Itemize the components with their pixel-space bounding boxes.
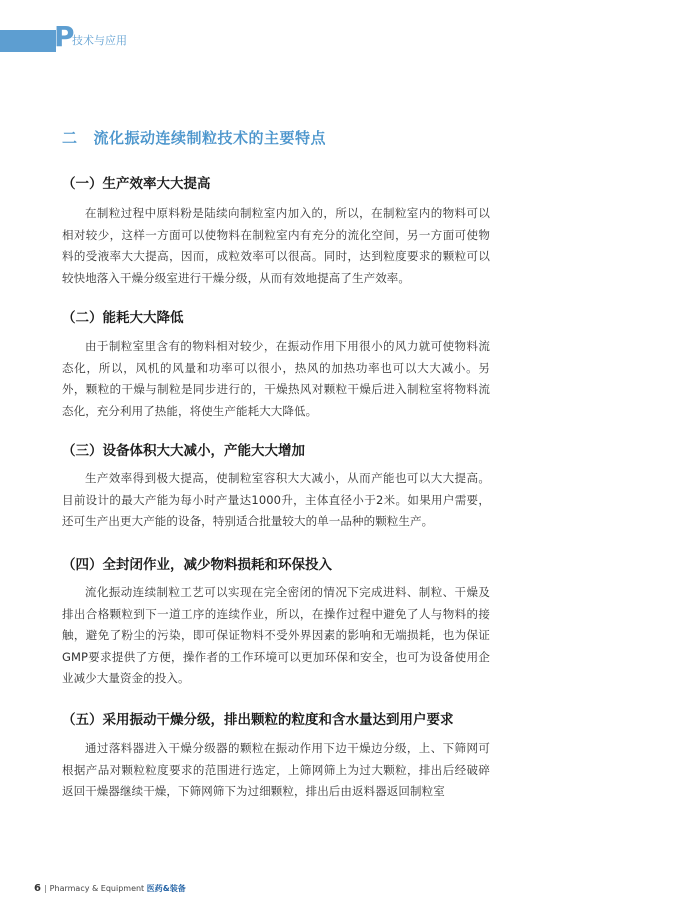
section-title: [62, 128, 326, 148]
footer-separator: |: [43, 884, 47, 893]
footer: [34, 883, 186, 895]
subheading-3: （三）设备体积大大减小，产能大大增加: [62, 443, 305, 459]
paragraph-3: 生产效率得到极大提高，使制粒室容积大大减小，从而产能也可以大大提高。目前设计的最大产能为每小时产量达1000升，主体直径小于2米。如果用户需要，还可生产出更大产能的设备，特别适合批量较大的单一品种的颗粒生产。: [62, 471, 490, 528]
section-number: 二: [62, 129, 78, 147]
paragraph-1: 在制粒过程中原料粉是陆续向制粒室内加入的，所以，在制粒室内的物料可以相对较少，这样一方面可以使物料在制粒室内有充分的流化空间，另一方面可使物料的受液率大大提高，因而，成粒效率可以很高。同时，达到粒度要求的颗粒可以较快地落入干燥分级室进行干燥分级，从而有效地提高了生产效率。: [62, 206, 490, 285]
page-number: 6: [34, 883, 41, 894]
header-bar: [0, 30, 56, 52]
header-letter: P: [54, 20, 75, 53]
magazine-name-en: Pharmacy & Equipment: [49, 884, 145, 893]
subheading-4: （四）全封闭作业，减少物料损耗和环保投入: [62, 557, 332, 573]
magazine-name-cn: 医药&装备: [146, 884, 186, 893]
paragraph-4: 流化振动连续制粒工艺可以实现在完全密闭的情况下完成进料、制粒、干燥及排出合格颗粒到下一道工序的连续作业，所以，在操作过程中避免了人与物料的接触，避免了粉尘的污染，即可保证物料不受外界因素的影响和无端损耗，也为保证GMP要求提供了方便，操作者的工作环境可以更加环保和安全，也可为设备使用企业减少大量资金的投入。: [62, 585, 490, 685]
subheading-2: （二）能耗大大降低: [62, 310, 184, 326]
paragraph-5: 通过落料器进入干燥分级器的颗粒在振动作用下边干燥边分级，上、下筛网可根据产品对颗粒粒度要求的范围进行选定，上筛网筛上为过大颗粒，排出后经破碎返回干燥器继续干燥，下筛网筛下为过细颗粒，排出后由返料器返回制粒室: [62, 741, 490, 798]
paragraph-2: 由于制粒室里含有的物料相对较少，在振动作用下用很小的风力就可使物料流态化，所以，风机的风量和功率可以很小，热风的加热功率也可以大大减小。另外，颗粒的干燥与制粒是同步进行的，干燥热风对颗粒干燥后进入制粒室将物料流态化，充分利用了热能，将使生产能耗大大降低。: [62, 339, 490, 418]
subheading-5: （五）采用振动干燥分级，排出颗粒的粒度和含水量达到用户要求: [62, 712, 454, 728]
header-section-name: 技术与应用: [72, 34, 127, 47]
subheading-1: （一）生产效率大大提高: [62, 176, 211, 192]
section-title-text: 流化振动连续制粒技术的主要特点: [93, 129, 327, 147]
